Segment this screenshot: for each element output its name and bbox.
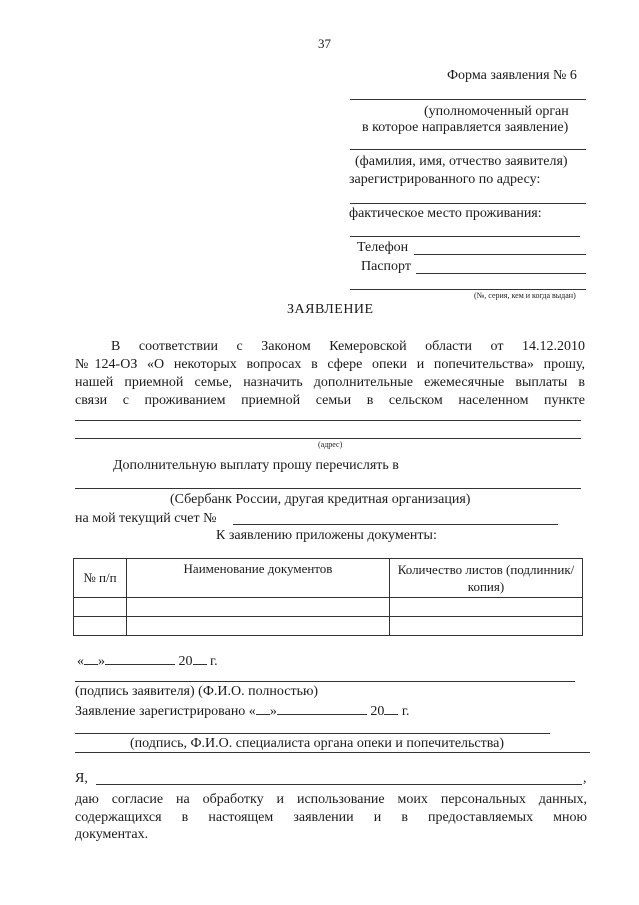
account-number-line[interactable] [233, 524, 558, 525]
specialist-line[interactable] [75, 733, 550, 734]
phone-label: Телефон [357, 240, 409, 255]
consent-line-1: даю согласие на обработку и использование моих персональных данных, [75, 792, 587, 807]
address-hint: (адрес) [318, 440, 343, 449]
registered-label: Заявление зарегистрировано « [75, 704, 256, 719]
passport-hint: (№, серия, кем и когда выдан) [474, 291, 576, 300]
year-field[interactable] [193, 652, 207, 665]
bank-hint: (Сбербанк России, другая кредитная организация) [170, 492, 471, 507]
actual-residence-label: фактическое место проживания: [349, 206, 542, 221]
organ-caption-1: (уполномоченный орган [424, 104, 569, 119]
account-label: на мой текущий счет № [75, 511, 217, 526]
table-cell[interactable] [390, 598, 583, 617]
specialist-caption: (подпись, Ф.И.О. специалиста органа опеки и попечительства) [130, 736, 505, 751]
paragraph-line-1: В соответствии с Законом Кемеровской области от 14.12.2010 [111, 339, 585, 354]
applicant-caption-2: зарегистрированного по адресу: [349, 172, 541, 187]
signature-caption: (подпись заявителя) (Ф.И.О. полностью) [75, 684, 319, 699]
day-field[interactable] [84, 652, 98, 665]
date-line [77, 652, 218, 670]
consent-name-line[interactable] [96, 784, 582, 785]
documents-table [73, 558, 583, 636]
settlement-line[interactable] [75, 420, 581, 421]
year-prefix: 20 [178, 654, 193, 669]
attached-docs-label: К заявлению приложены документы: [216, 528, 437, 543]
signature-line[interactable] [75, 681, 575, 682]
separator-line [75, 752, 590, 753]
table-row [74, 598, 583, 617]
consent-line-3: документах. [75, 827, 149, 842]
phone-line[interactable] [414, 254, 586, 255]
paragraph-line-3: нашей приемной семье, назначить дополнительные ежемесячные выплаты в [75, 375, 585, 390]
reg-year-field[interactable] [384, 702, 398, 715]
passport-line[interactable] [416, 273, 586, 274]
table-cell[interactable] [74, 617, 127, 636]
passport-line-2[interactable] [350, 289, 586, 290]
paragraph-line-4: связи с проживанием приемной семьи в сельском населенном пункте [75, 393, 585, 408]
paragraph-line-2: №124-ОЗ «О некоторых вопросах в сфере опеки и попечительства» прошу, [75, 357, 585, 372]
reg-day-field[interactable] [256, 702, 270, 715]
passport-label: Паспорт [361, 259, 411, 274]
table-cell[interactable] [390, 617, 583, 636]
date-close-quote: » [98, 654, 105, 669]
consent-prefix: Я, [75, 771, 88, 786]
table-cell[interactable] [127, 598, 390, 617]
reg-year-prefix: 20 [370, 704, 385, 719]
header-number: № п/п [74, 559, 127, 598]
reg-year-suffix: г. [401, 704, 410, 719]
organ-caption-2: в которое направляется заявление) [362, 120, 569, 135]
address-line[interactable] [350, 203, 586, 204]
reg-close-quote: » [269, 704, 277, 719]
table-cell[interactable] [127, 617, 390, 636]
organ-line[interactable] [350, 99, 586, 100]
bank-line[interactable] [75, 488, 581, 489]
applicant-caption-1: (фамилия, имя, отчество заявителя) [355, 154, 568, 169]
page-number: 37 [318, 36, 331, 51]
year-suffix: г. [210, 654, 218, 669]
registration-line [75, 702, 409, 720]
payment-request: Дополнительную выплату прошу перечислять в [113, 458, 399, 473]
header-sheet-count: Количество листов (подлинник/ копия) [390, 559, 583, 598]
table-row [74, 617, 583, 636]
address-line-2[interactable] [75, 438, 581, 439]
table-cell[interactable] [74, 598, 127, 617]
consent-line-2: содержащихся в настоящем заявлении и в предоставляемых мною [75, 810, 587, 825]
header-doc-name: Наименование документов [127, 559, 390, 598]
form-title: Форма заявления № 6 [447, 68, 577, 83]
month-field[interactable] [105, 652, 175, 665]
table-header-row [74, 559, 583, 598]
applicant-line[interactable] [350, 149, 586, 150]
consent-suffix: , [583, 771, 587, 786]
document-title: ЗАЯВЛЕНИЕ [287, 302, 374, 317]
residence-line[interactable] [350, 236, 580, 237]
date-open-quote: « [77, 654, 84, 669]
reg-month-field[interactable] [277, 702, 367, 715]
